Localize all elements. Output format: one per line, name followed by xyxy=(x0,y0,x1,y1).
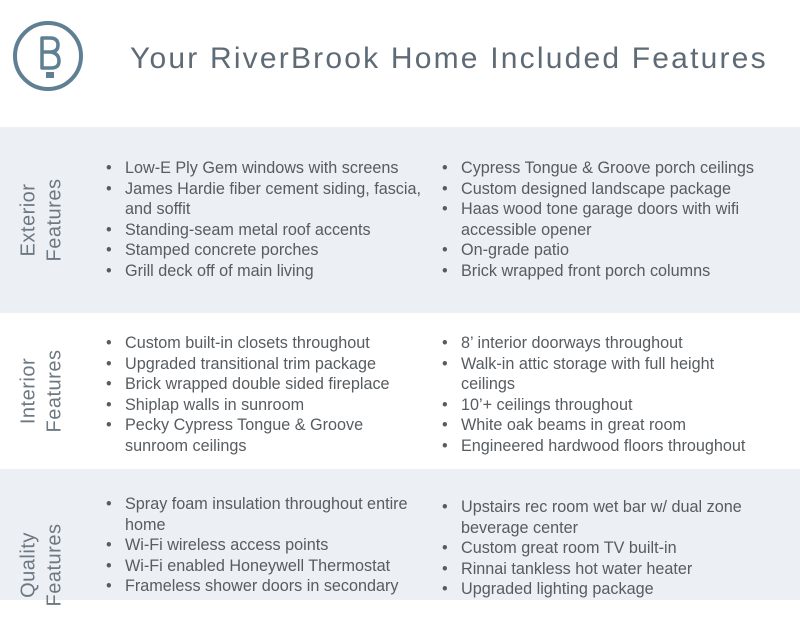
list-item: • Cypress Tongue & Groove porch ceilings xyxy=(442,158,772,179)
exterior-features-list-right xyxy=(442,158,772,281)
list-item: • Frameless shower doors in secondary xyxy=(106,576,426,597)
list-item: • Shiplap walls in sunroom xyxy=(106,395,426,416)
list-item: • On-grade patio xyxy=(442,240,772,261)
quality-features-label: Quality Features xyxy=(17,523,65,607)
list-item: • Brick wrapped front porch columns xyxy=(442,261,772,282)
list-item: • Rinnai tankless hot water heater xyxy=(442,559,772,580)
interior-features-list-right xyxy=(442,333,772,456)
exterior-features-label: Exterior Features xyxy=(17,178,65,262)
list-item: • Wi-Fi wireless access points xyxy=(106,535,426,556)
list-item: • Haas wood tone garage doors with wifi accessible opener xyxy=(442,199,772,240)
list-item: • Spray foam insulation throughout entire home xyxy=(106,494,426,535)
quality-features-list-left xyxy=(106,494,426,597)
list-item: • Engineered hardwood floors throughout xyxy=(442,436,772,457)
list-item: • Grill deck off of main living xyxy=(106,261,426,282)
list-item: • Upgraded transitional trim package xyxy=(106,354,426,375)
list-item: • Custom designed landscape package xyxy=(442,179,772,200)
quality-features-list-right xyxy=(442,497,772,600)
list-item: • James Hardie fiber cement siding, fascia, and soffit xyxy=(106,179,426,220)
list-item: • Custom built-in closets throughout xyxy=(106,333,426,354)
interior-features-list-left xyxy=(106,333,426,456)
page-title: Your RiverBrook Home Included Features xyxy=(130,42,768,75)
riverbrook-logo-icon xyxy=(12,20,84,92)
list-item: • Pecky Cypress Tongue & Groove sunroom ceilings xyxy=(106,415,426,456)
list-item: • Upstairs rec room wet bar w/ dual zone beverage center xyxy=(442,497,772,538)
list-item: • Walk-in attic storage with full height ceilings xyxy=(442,354,772,395)
list-item: • 8’ interior doorways throughout xyxy=(442,333,772,354)
list-item: • Custom great room TV built-in xyxy=(442,538,772,559)
list-item: • White oak beams in great room xyxy=(442,415,772,436)
list-item: • Low-E Ply Gem windows with screens xyxy=(106,158,426,179)
list-item: • 10’+ ceilings throughout xyxy=(442,395,772,416)
list-item: • Standing-seam metal roof accents xyxy=(106,220,426,241)
list-item: • Upgraded lighting package xyxy=(442,579,772,600)
exterior-features-list-left xyxy=(106,158,426,281)
list-item: • Brick wrapped double sided fireplace xyxy=(106,374,426,395)
interior-features-label: Interior Features xyxy=(17,349,65,433)
list-item: • Stamped concrete porches xyxy=(106,240,426,261)
list-item: • Wi-Fi enabled Honeywell Thermostat xyxy=(106,556,426,577)
